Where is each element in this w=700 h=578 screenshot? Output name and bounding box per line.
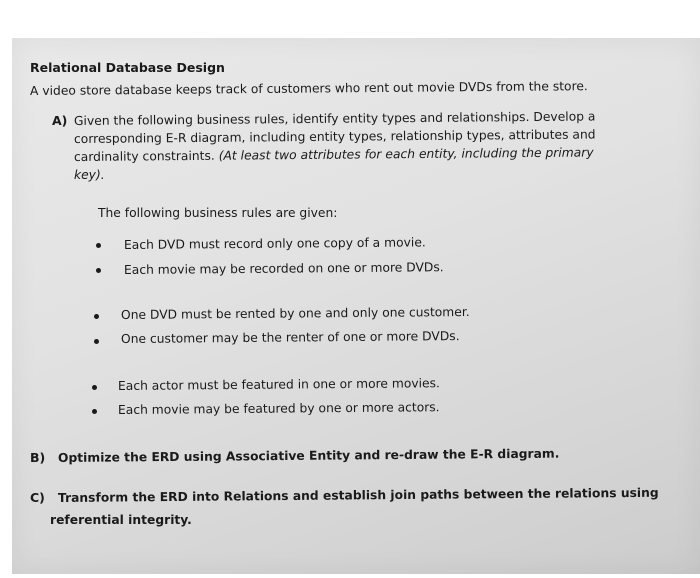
- rule-3: One DVD must be rented by one and only one customer.: [120, 304, 470, 322]
- part-a-line-4: key).: [74, 168, 105, 182]
- bullet-icon: [96, 268, 101, 273]
- rule-2: Each movie may be recorded on one or more DVDs.: [123, 260, 444, 277]
- intro-text: A video store database keeps track of customers who rent out movie DVDs from the store.: [29, 79, 588, 98]
- rule-6: Each movie may be featured by one or more actors.: [117, 400, 440, 417]
- part-c-line-2: referential integrity.: [50, 513, 192, 527]
- bullet-icon: [94, 314, 99, 319]
- rule-1: Each DVD must record only one copy of a movie.: [123, 235, 426, 252]
- bullet-icon: [96, 243, 101, 248]
- part-a-line-2: corresponding E-R diagram, including entity types, relationship types, attributes and: [73, 127, 596, 146]
- part-a-line-1: Given the following business rules, identify entity types and relationships. Develop a: [73, 109, 596, 128]
- rules-heading: The following business rules are given:: [98, 206, 338, 220]
- part-a-line-3-regular: cardinality constraints.: [73, 148, 219, 164]
- document-title: Relational Database Design: [30, 60, 225, 75]
- bullet-icon: [92, 385, 97, 390]
- bullet-icon: [94, 339, 99, 344]
- bullet-icon: [92, 409, 97, 414]
- rule-4: One customer may be the renter of one or more DVDs.: [120, 329, 460, 346]
- part-c-label: C): [30, 490, 45, 505]
- part-b-text: Optimize the ERD using Associative Entity and re-draw the E-R diagram.: [57, 446, 560, 465]
- part-a-label: A): [52, 113, 68, 128]
- part-b-label: B): [30, 450, 46, 465]
- rule-5: Each actor must be featured in one or more movies.: [117, 376, 440, 393]
- part-a-line-3-italic: (At least two attributes for each entity, including the primary: [218, 145, 594, 163]
- part-c-line-1: Transform the ERD into Relations and establish join paths between the relations using: [57, 485, 659, 505]
